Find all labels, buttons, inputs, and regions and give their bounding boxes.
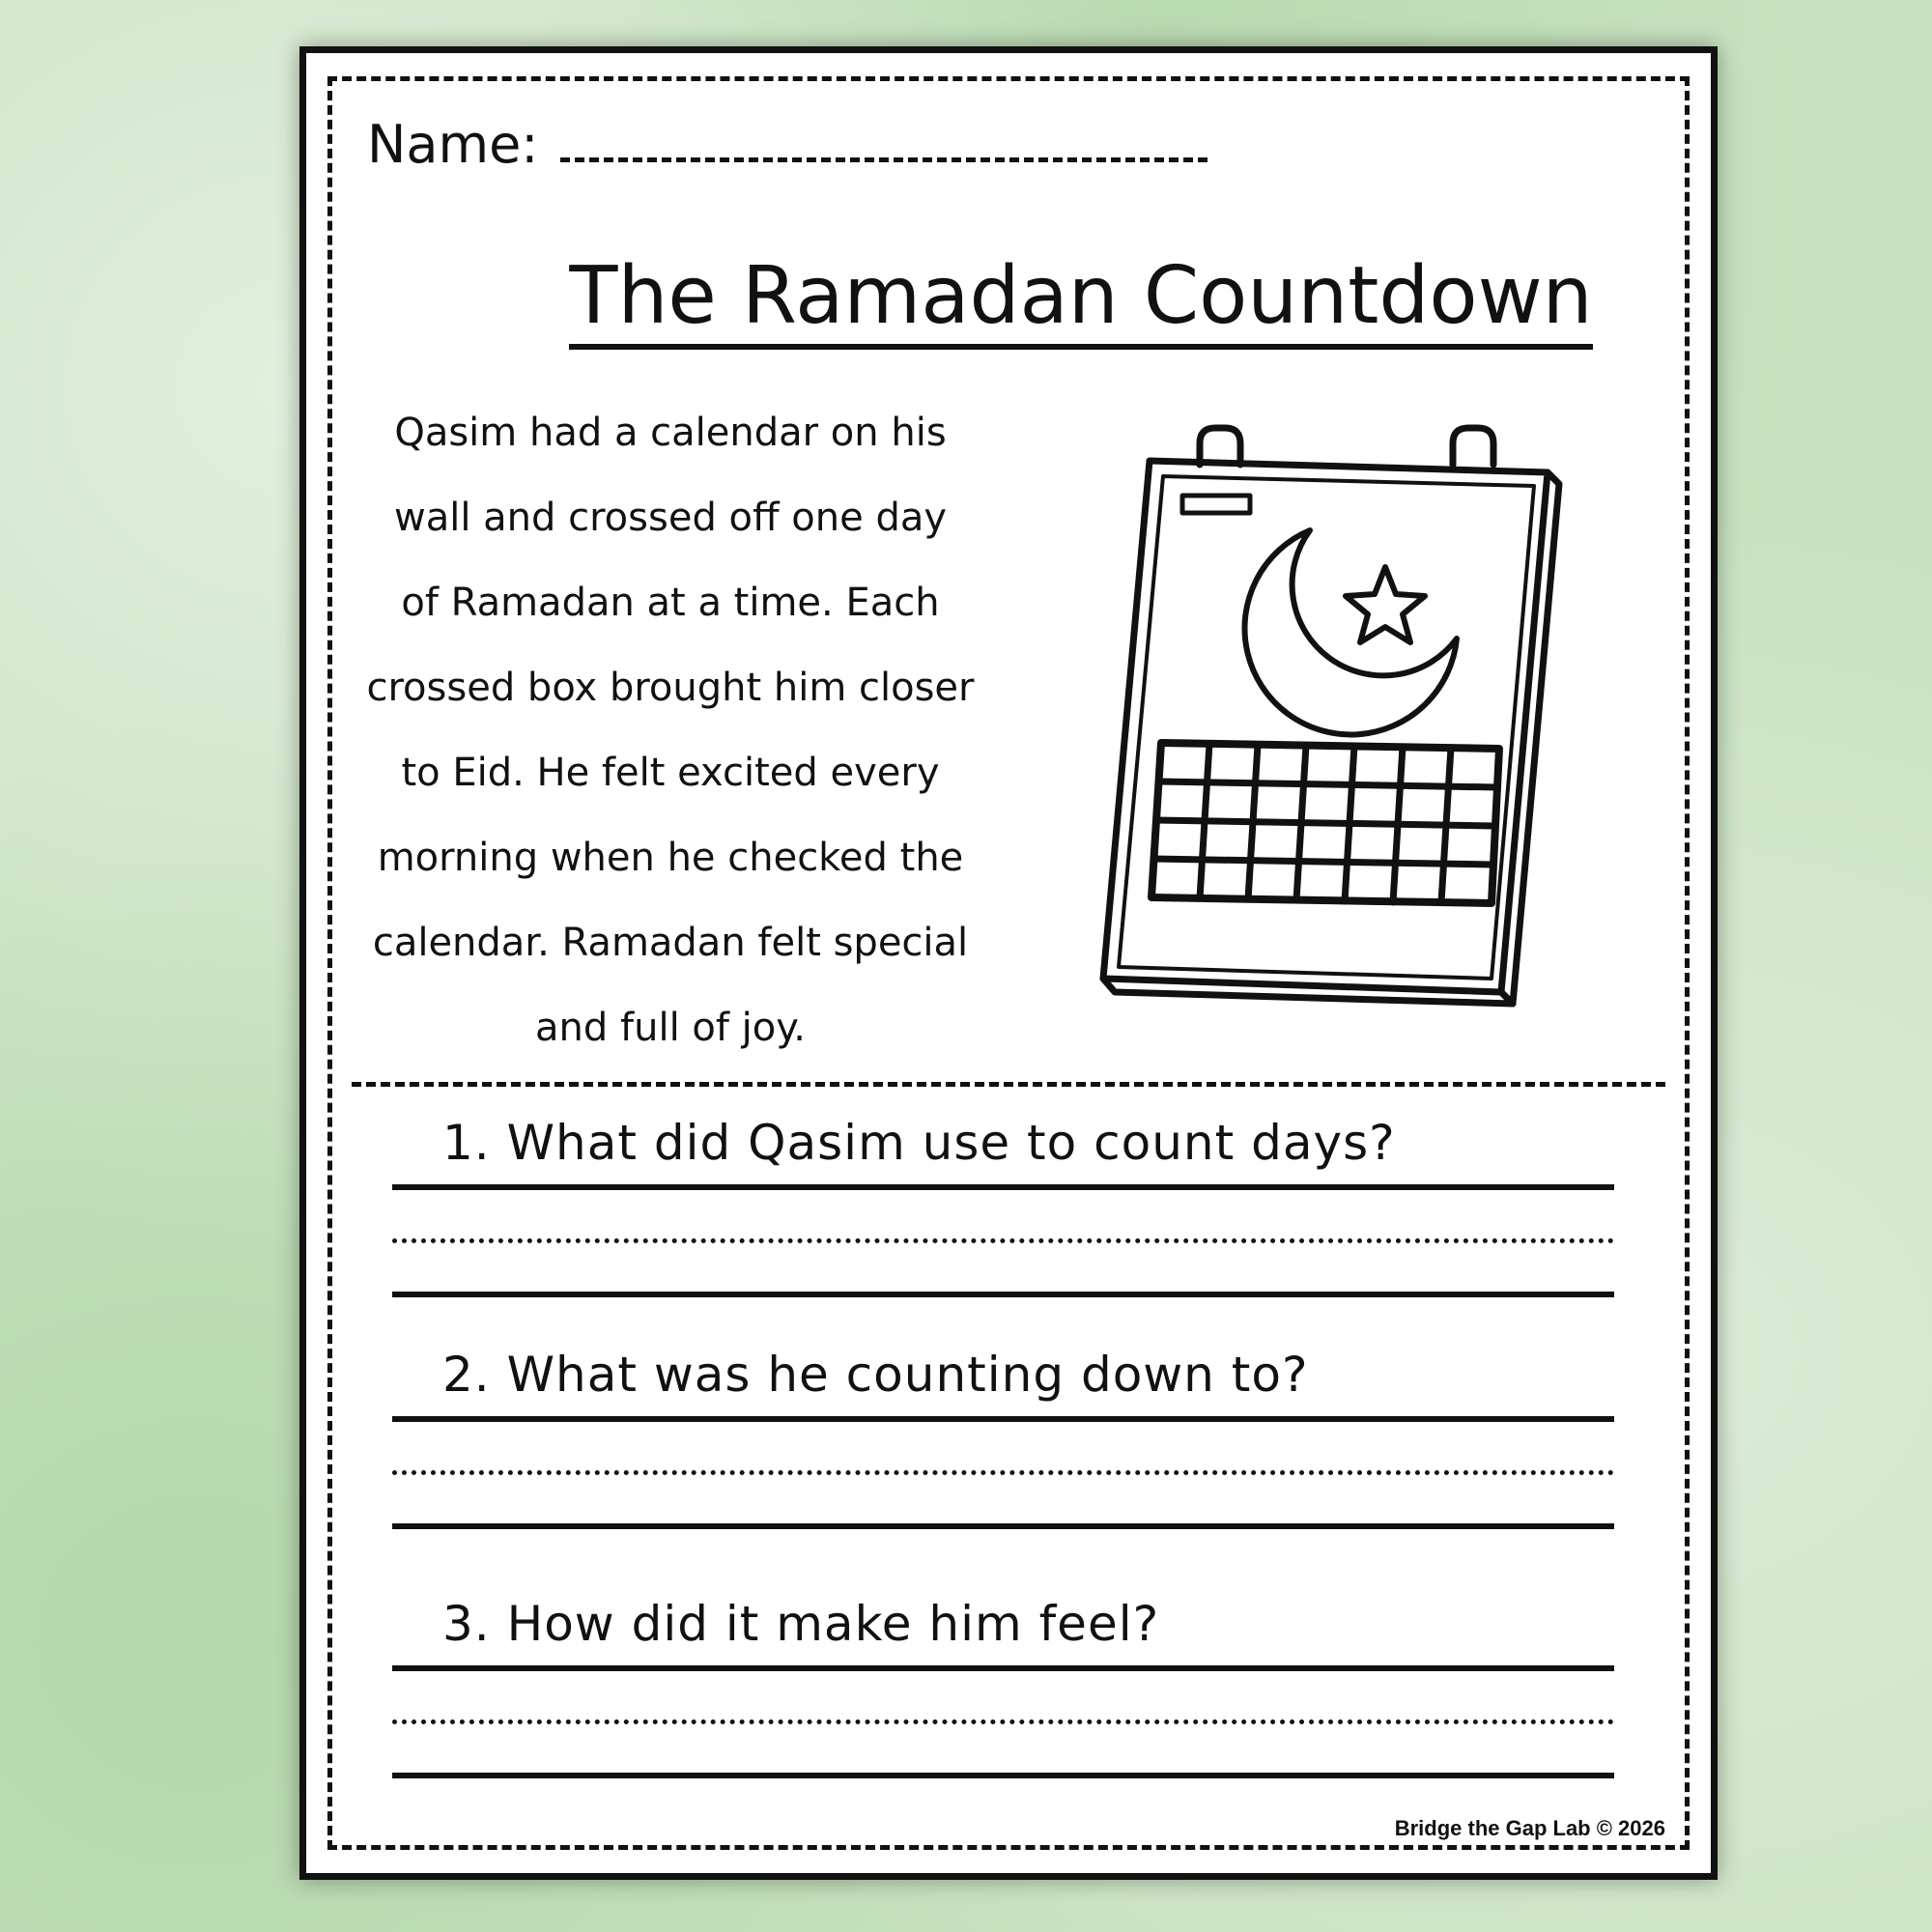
answer-line[interactable] <box>392 1523 1614 1529</box>
answer-guide-line <box>392 1719 1614 1724</box>
name-blank-line[interactable] <box>560 150 1208 162</box>
question-2 <box>392 1347 1614 1529</box>
story-line: morning when he checked the <box>377 836 964 880</box>
worksheet-page <box>299 46 1718 1880</box>
copyright-footer: Bridge the Gap Lab © 2026 <box>1394 1816 1665 1840</box>
question-3 <box>392 1596 1614 1778</box>
answer-line[interactable] <box>392 1773 1614 1778</box>
calendar-crescent-star-icon <box>1095 414 1578 1023</box>
section-divider <box>352 1082 1665 1087</box>
story-line: wall and crossed off one day <box>393 496 948 540</box>
story-line: crossed box brought him closer <box>366 666 975 710</box>
story-line: calendar. Ramadan felt special <box>372 921 969 965</box>
answer-line[interactable] <box>392 1665 1614 1671</box>
story-line: to Eid. He felt excited every <box>401 751 940 795</box>
worksheet-title <box>332 250 1685 342</box>
title-text: The Ramadan Countdown <box>569 250 1592 350</box>
question-1 <box>392 1115 1614 1297</box>
answer-line[interactable] <box>392 1292 1614 1297</box>
answer-guide-line <box>392 1238 1614 1243</box>
answer-line[interactable] <box>392 1184 1614 1190</box>
answer-guide-line <box>392 1470 1614 1475</box>
question-text: 1. What did Qasim use to count days? <box>442 1115 1396 1171</box>
name-row <box>367 114 1208 175</box>
dashed-border <box>327 76 1690 1850</box>
question-text: 3. How did it make him feel? <box>442 1596 1160 1652</box>
name-label: Name: <box>367 114 539 175</box>
story-line: and full of joy. <box>535 1006 806 1050</box>
story-line: of Ramadan at a time. Each <box>401 581 940 625</box>
story-passage <box>352 390 989 1070</box>
answer-line[interactable] <box>392 1416 1614 1422</box>
story-line: Qasim had a calendar on his <box>394 411 947 455</box>
question-text: 2. What was he counting down to? <box>442 1347 1309 1403</box>
